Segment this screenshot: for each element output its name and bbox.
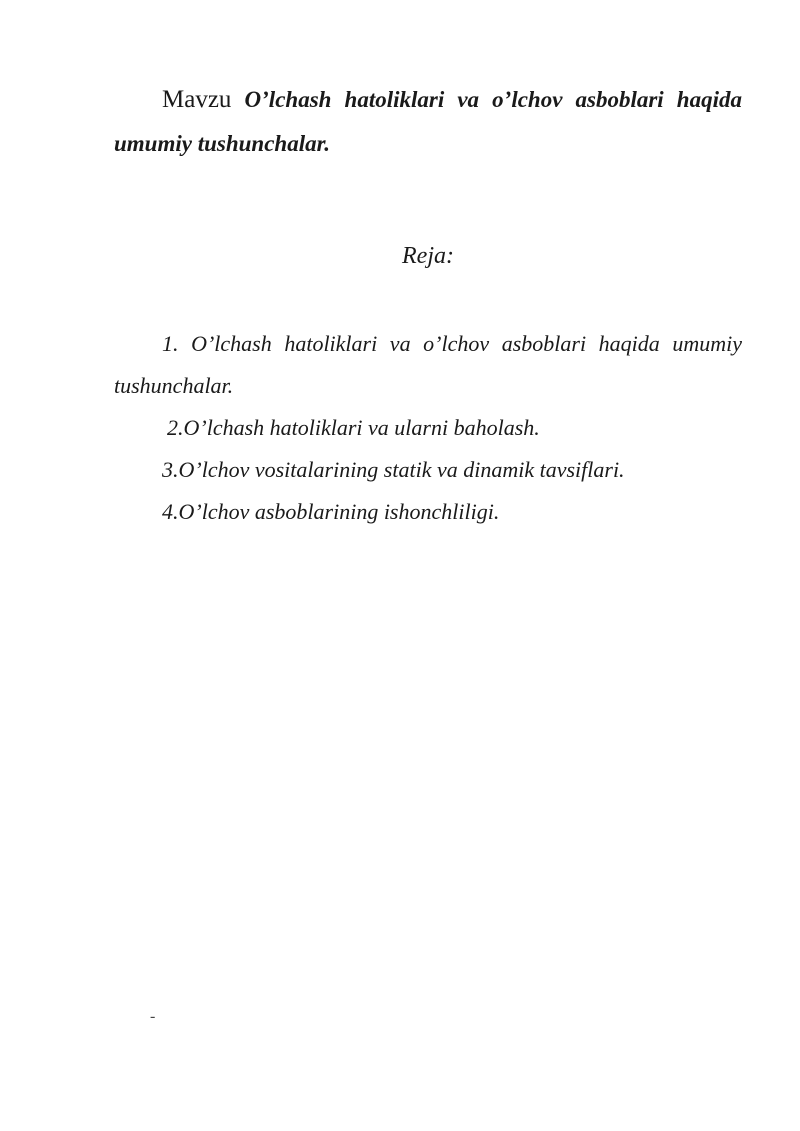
footer-mark: - <box>150 1008 156 1025</box>
plan-item-4: 4.O’lchov asboblarining ishonchliligi. <box>162 499 500 524</box>
topic-prefix: Mavzu <box>162 86 232 113</box>
topic-text: O’lchash hatoliklari va o’lchov asboblari haqida umumiy tushunchalar. <box>114 87 742 156</box>
plan-item-2: 2.O’lchash hatoliklari va ularni baholash. <box>167 415 540 440</box>
topic-title <box>114 78 742 166</box>
plan-heading: Reja: <box>402 243 454 269</box>
plan-item-3: 3.O’lchov vositalarining statik va dinamik tavsiflari. <box>162 457 625 482</box>
plan-list <box>114 323 742 533</box>
plan-item-1: 1. O’lchash hatoliklari va o’lchov asboblari haqida umumiy tushunchalar. <box>114 331 742 398</box>
